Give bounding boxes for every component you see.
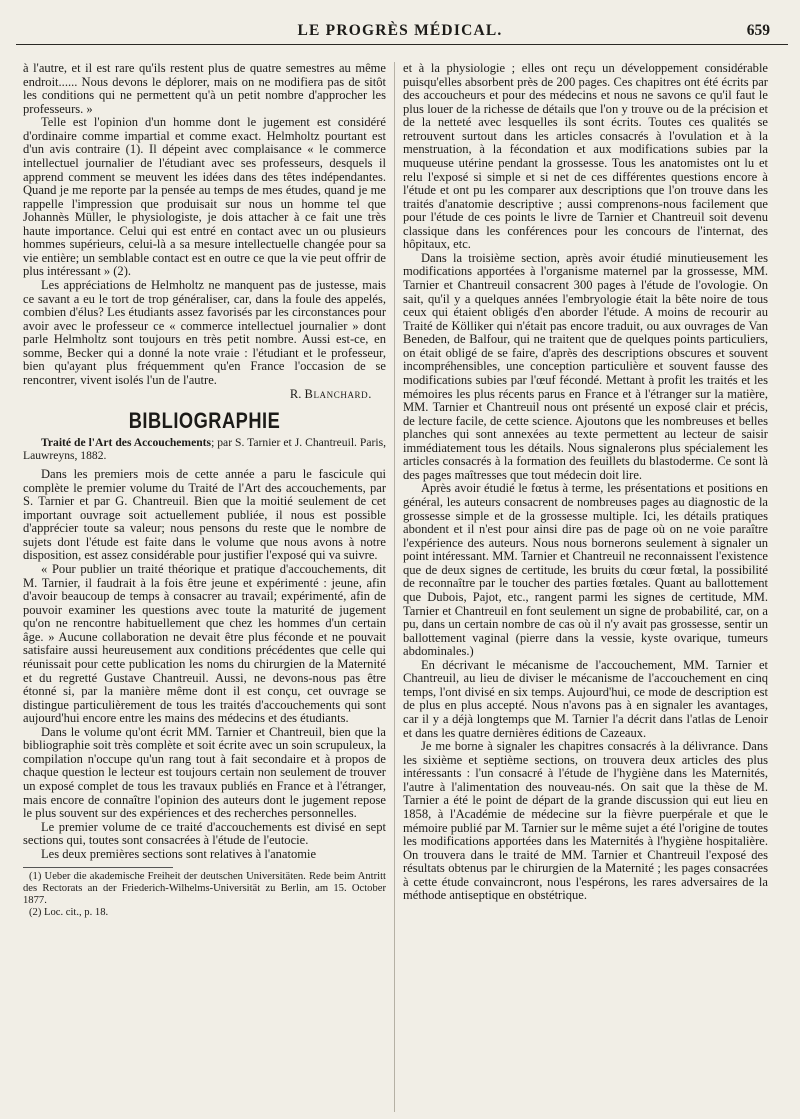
footnote: (2) Loc. cit., p. 18.: [29, 907, 109, 919]
footnote-rule: [23, 867, 173, 868]
header-rule: [16, 44, 788, 45]
journal-title: LE PROGRÈS MÉDICAL.: [297, 22, 503, 39]
review-paragraph: Le premier volume de ce traité d'accouchements est divisé en sept sections qui, toutes sont consacrées à l'étude de l'eutocie.: [23, 819, 386, 848]
book-authors: ; par S. Tarnier et J. Chantreuil. Paris, Lauwreyns, 1882.: [23, 436, 386, 463]
book-reference: [23, 436, 386, 462]
review-paragraph: Dans le volume qu'ont écrit MM. Tarnier et Chantreuil, bien que la bibliographie soit très complète et soit écrite avec un soin scrupuleux, la compilation n'occupe qu'un rang tout à fait secondaire et à propos de chaque question le lecteur est toujours certain non seulement de trouver un exposé complet de tous les travaux publiés en France et à l'étranger, mais encore de connaître l'opinion des auteurs dont le jugement repose le plus souvent sur des expériences et des recherches personnelles.: [23, 724, 386, 821]
page-number: 659: [746, 22, 770, 39]
body-paragraph: En décrivant le mécanisme de l'accouchement, MM. Tarnier et Chantreuil, au lieu de diviser le mécanisme de l'accouchement en cinq temps, l'ont divisé en six temps. Aujourd'hui, ce mode de description est de plus en plus accepté. Nous n'avons pas à en signaler les avantages, car il y a déjà longtemps que M. Tarnier l'a décrit dans l'atlas de Lenoir et dans les quatre dernières éditions de Cazeaux.: [403, 657, 768, 740]
body-paragraph: et à la physiologie ; elles ont reçu un développement considérable puisqu'elles absorbent près de 200 pages. Ces chapitres ont été écrits par des accoucheurs et pour des médecins et nous ne savons ce qu'il faut le plus louer de la richesse de détails que l'on y trouve ou de la précision et de la netteté avec lesquelles ils sont écrits. Toutes ces qualités se retrouvent surtout dans les articles consacrés à l'ovulation et à la menstruation, à la fécondation et aux modifications subies par la muqueuse utérine pendant la grossesse. Tous les anatomistes ont lu et relu l'exposé si simple et si net de ces différentes questions encore à l'étude et ont pu les comparer aux descriptions que l'on trouve dans les traités d'anatomie descriptive ; aussi comprenons-nous facilement que pour l'étude de ces points le livre de Tarnier et Chantreuil soit devenu classique dans les conférences pour les concours de l'internat, des hôpitaux, etc.: [403, 61, 768, 252]
body-paragraph: Les appréciations de Helmholtz ne manquent pas de justesse, mais ce savant a eu le tort de trop généraliser, car, dans la foule des appelés, combien d'élus? Les étudiants assez favorisés par les circonstances pour avoir avec le professeur ce « commerce intellectuel journalier » dont parle Helmholtz sont toujours en très petit nombre. Aussi est-ce, en somme, Becker qui a donné la note vraie : l'étudiant et le professeur, bien qu'ayant plus fréquemment qu'en France l'occasion de se rencontrer, vivent isolés l'un de l'autre.: [23, 278, 386, 387]
body-paragraph: Après avoir étudié le fœtus à terme, les présentations et positions en général, les auteurs consacrent de nombreuses pages au diagnostic de la grossesse simple et de la grossesse multiple. Ici, les détails pratiques abondent et il n'est pour ainsi dire pas de page où on ne voie paraître l'expérience des auteurs. Nous nous bornerons seulement à signaler un point intéressant. MM. Tarnier et Chantreuil ne reconnaissent l'existence que de deux signes de certitude, les bruits du cœur fœtal, la possibilité de reconnaître par le toucher des parties fœtales. Quant au ballottement que Dubois, Pajot, etc., rangent parmi les signes de certitude, MM. Tarnier et Chantreuil en font seulement un signe de probabilité, car, on a pu, dans un certain nombre de cas où il n'y avait pas grossesse, sentir un ballottement vaginal (pierre dans la vessie, kyste ovarique, tumeurs abdominales.): [403, 481, 768, 659]
signature-name: Blanchard.: [304, 386, 372, 401]
running-head: [0, 22, 800, 44]
section-heading: BIBLIOGRAPHIE: [128, 408, 281, 434]
review-paragraph: Les deux premières sections sont relatives à l'anatomie: [41, 846, 317, 861]
body-paragraph: Telle est l'opinion d'un homme dont le jugement est considéré d'ordinaire comme impartial et comme exact. Helmholtz pourtant est d'un avis contraire (1). Il dépeint avec complaisance « le commerce intellectuel journalier de l'étudiant avec ses professeurs, desquels il apprend comment se meuvent les idées dans des têtes indépendantes. Quand je me reporte par la pensée au temps de mes études, quand je me rappelle l'impression que produisait sur nous un homme tel que Johannès Müller, le physiologiste, je dois attacher à ce fait une très haute importance. Celui qui est entré en contact avec un ou plusieurs hommes supérieurs, celui-là a sa mesure intellectuelle changée pour sa vie entière; un semblable contact est en outre ce que la vie peut offrir de plus intéressant » (2).: [23, 115, 386, 279]
body-paragraph: Je me borne à signaler les chapitres consacrés à la délivrance. Dans les sixième et septième sections, on trouvera deux articles des plus intéressants : l'un consacré à l'étude de l'hygiène dans les Maternités, l'autre à l'alimentation des nouveau-nés. On sait que la thèse de M. Tarnier a été le point de départ de la grande discussion qui eut lieu en 1858, à l'Académie de médecine sur la fièvre puerpérale et que le mémoire publié par M. Tarnier sur le même sujet a été l'origine de toutes les modifications apportées dans les Maternités à l'hygiène hospitalière. On trouvera dans le traité de MM. Tarnier et Chantreuil l'exposé des résultats obtenus par le chirurgien de la Maternité ; les pages consacrées à cette étude convaincront, nous l'espérons, les rares adversaires de la méthode antiseptique en obstétrique.: [403, 739, 768, 903]
review-paragraph: « Pour publier un traité théorique et pratique d'accouchements, dit M. Tarnier, il faudrait à la fois être jeune et expérimenté : jeune, afin d'avoir beaucoup de temps à consacrer au travail; expérimenté, afin de pouvoir examiner les questions avec toute la maturité de jugement qu'on ne rencontre habituellement que chez les hommes d'un certain âge. » Aucune collaboration ne devait être plus féconde et ne pouvait satisfaire aussi heureusement aux conditions précédentes que celle qui réunissait pour cette publication les noms du chirurgien de la Maternité et du regretté Gustave Chantreuil. Aussi, ne devons-nous pas être étonné si, par la manière même dont il est conçu, cet ouvrage se distingue particulièrement de tous les traités d'accouchements qui sont aujourd'hui encore entre les mains des médecins et des étudiants.: [23, 562, 386, 726]
right-column: [403, 62, 768, 903]
body-paragraph: à l'autre, et il est rare qu'ils restent plus de quatre semestres au même endroit...... Nous devons le déplorer, mais on ne modifiera pas de sitôt les conditions qui ne permettent qu'à un petit nombre d'approcher les professeurs. »: [23, 61, 386, 116]
footnote: (1) Ueber die akademische Freiheit der deutschen Universitäten. Rede beim Antritt des Rectorats an der Friederich-Wilhelms-Universität zu Berlin, am 15. October 1877.: [23, 871, 386, 907]
body-paragraph: Dans la troisième section, après avoir étudié minutieusement les modifications apportées à l'organisme maternel par la grossesse, MM. Tarnier et Chantreuil consacrent 300 pages à l'étude de l'ovologie. On sait, qu'il y a quelques années l'embryologie était la bête noire de tous ceux qui étaient obligés d'en aborder l'étude. A moins de recourir au Traité de Kölliker qui n'était pas encore traduit, ou aux ouvrages de Van Beneden, de Balfour, qui ne traitent que de quelques points particuliers, on était obligé de se faire, d'après des descriptions obscures et souvent incompréhensibles, une conception particulière et souvent fausse des modifications subies par l'œuf fécondé. Mettant à profit les traités et les mémoires les plus récents parus en France et à l'étranger sur la matière, MM. Tarnier et Chantreuil nous ont présenté un exposé clair et précis, de lecture facile, de cette science. Ajoutons que les nombreuses et belles planches qui sont annexées au texte permettent au lecteur de saisir immédiatement tous les détails. Nous signalerons plus spécialement les articles consacrés à la formation des feuillets du blastoderme. Ce sont là des pages maîtresses que tout médecin doit lire.: [403, 250, 768, 482]
author-signature: [23, 388, 386, 402]
left-column: [23, 62, 386, 919]
column-divider: [394, 62, 395, 1112]
signature-initial: R.: [289, 386, 305, 401]
book-title: Traité de l'Art des Accouchements: [41, 436, 212, 450]
review-paragraph: Dans les premiers mois de cette année a paru le fascicule qui complète le premier volume du Traité de l'Art des accouchements, par S. Tarnier et par G. Chantreuil. Bien que la moitié seulement de cet important ouvrage soit actuellement publiée, il nous est possible d'apprécier toute sa valeur; nous pensons du reste que le nombre de sujets dont l'étude est faite dans le volume que nous avons à notre disposition, est assez considérable pour justifier l'exposé qui va suivre.: [23, 467, 386, 563]
